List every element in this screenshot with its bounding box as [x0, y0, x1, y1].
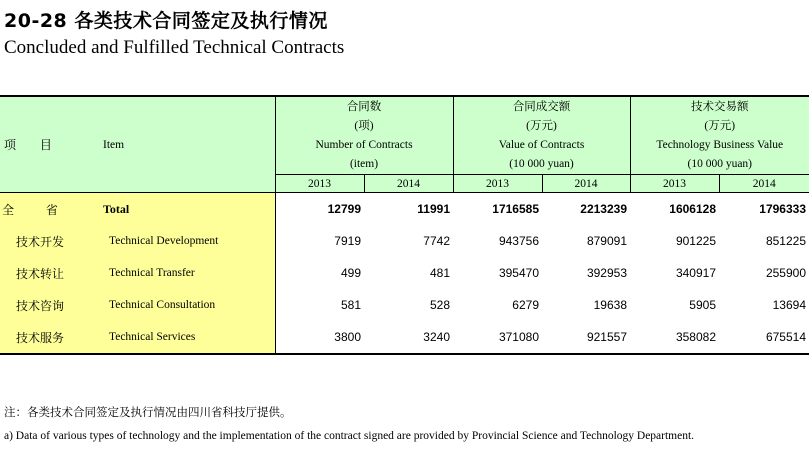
group-tech-l3: Technology Business Value: [656, 138, 784, 151]
year-cell: 2014: [719, 175, 809, 193]
value-cell: 3800: [275, 321, 364, 354]
value-cell: 1796333: [759, 202, 806, 216]
value-cell: 13694: [772, 298, 806, 312]
row-label-cn: 技术咨询: [0, 289, 103, 321]
footnote-cn: 注：各类技术合同签定及执行情况由四川省科技厅提供。: [4, 405, 292, 419]
row-label-en: Technical Transfer: [103, 257, 275, 289]
value-cell: 499: [275, 257, 364, 289]
row-label-cn: 技术开发: [0, 225, 103, 257]
value-cell: 921557: [542, 321, 630, 354]
value-cell: 7919: [275, 225, 364, 257]
row-label-en: Technical Services: [103, 321, 275, 354]
header-row: [0, 96, 809, 175]
value-cell: 7742: [423, 234, 450, 248]
row-header-cn: 项 目: [0, 96, 103, 193]
value-cell: 12799: [275, 193, 364, 226]
group-contracts-l1: 合同数: [346, 100, 382, 113]
group-value-l2: (万元): [526, 119, 557, 132]
row-label-cn: 技术服务: [0, 321, 103, 354]
row-label-en: Total: [103, 193, 275, 226]
table-row: [0, 289, 809, 321]
row-label-cn: 全 省: [0, 193, 103, 226]
year-cell: 2013: [275, 175, 364, 193]
page-title-en: Concluded and Fulfilled Technical Contracts: [4, 37, 345, 58]
table-row: [0, 321, 809, 354]
group-contracts-l2: (项): [354, 119, 374, 132]
year-cell: 2013: [453, 175, 542, 193]
table-row: [0, 225, 809, 257]
value-cell: 6279: [512, 298, 539, 312]
value-cell: 879091: [586, 234, 627, 248]
year-cell: 2013: [630, 175, 719, 193]
table-row-total: [0, 193, 809, 226]
row-label-en: Technical Development: [103, 225, 275, 257]
group-tech-l2: (万元): [704, 119, 736, 132]
group-contracts-l3: Number of Contracts: [315, 138, 413, 151]
value-cell: 481: [429, 266, 450, 280]
value-cell: 1716585: [492, 202, 539, 216]
value-cell: 581: [275, 289, 364, 321]
row-label-cn: 技术转让: [0, 257, 103, 289]
value-cell: 392953: [586, 266, 627, 280]
value-cell: 19638: [593, 298, 627, 312]
value-cell: 3240: [364, 321, 453, 354]
group-header-tech-business: [630, 96, 809, 175]
contracts-table: [0, 95, 809, 355]
group-contracts-l4: (item): [349, 157, 379, 170]
year-cell: 2014: [364, 175, 453, 193]
group-header-value: [453, 96, 630, 175]
value-cell: 851225: [765, 234, 806, 248]
group-value-l1: 合同成交额: [512, 100, 571, 113]
value-cell: 255900: [765, 266, 806, 280]
value-cell: 528: [429, 298, 450, 312]
value-cell: 358082: [630, 321, 719, 354]
value-cell: 901225: [675, 234, 716, 248]
value-cell: 2213239: [580, 202, 627, 216]
group-tech-l1: 技术交易额: [691, 100, 749, 113]
value-cell: 675514: [719, 321, 809, 354]
value-cell: 340917: [675, 266, 716, 280]
table-row: [0, 257, 809, 289]
group-value-l4: (10 000 yuan): [509, 157, 574, 170]
value-cell: 11991: [417, 202, 450, 216]
row-header-en: Item: [103, 96, 275, 193]
value-cell: 5905: [689, 298, 716, 312]
year-cell: 2014: [542, 175, 630, 193]
value-cell: 371080: [453, 321, 542, 354]
group-value-l3: Value of Contracts: [498, 138, 585, 151]
row-label-en: Technical Consultation: [103, 289, 275, 321]
page-title-cn: 20-28 各类技术合同签定及执行情况: [4, 10, 328, 32]
group-header-contracts: [275, 96, 453, 175]
footnote-en: a) Data of various types of technology and the implementation of the contract signed are provided by Provincial Science and Technology Department.: [4, 430, 695, 442]
value-cell: 395470: [498, 266, 539, 280]
value-cell: 1606128: [669, 202, 716, 216]
group-tech-l4: (10 000 yuan): [687, 157, 752, 170]
value-cell: 943756: [498, 234, 539, 248]
